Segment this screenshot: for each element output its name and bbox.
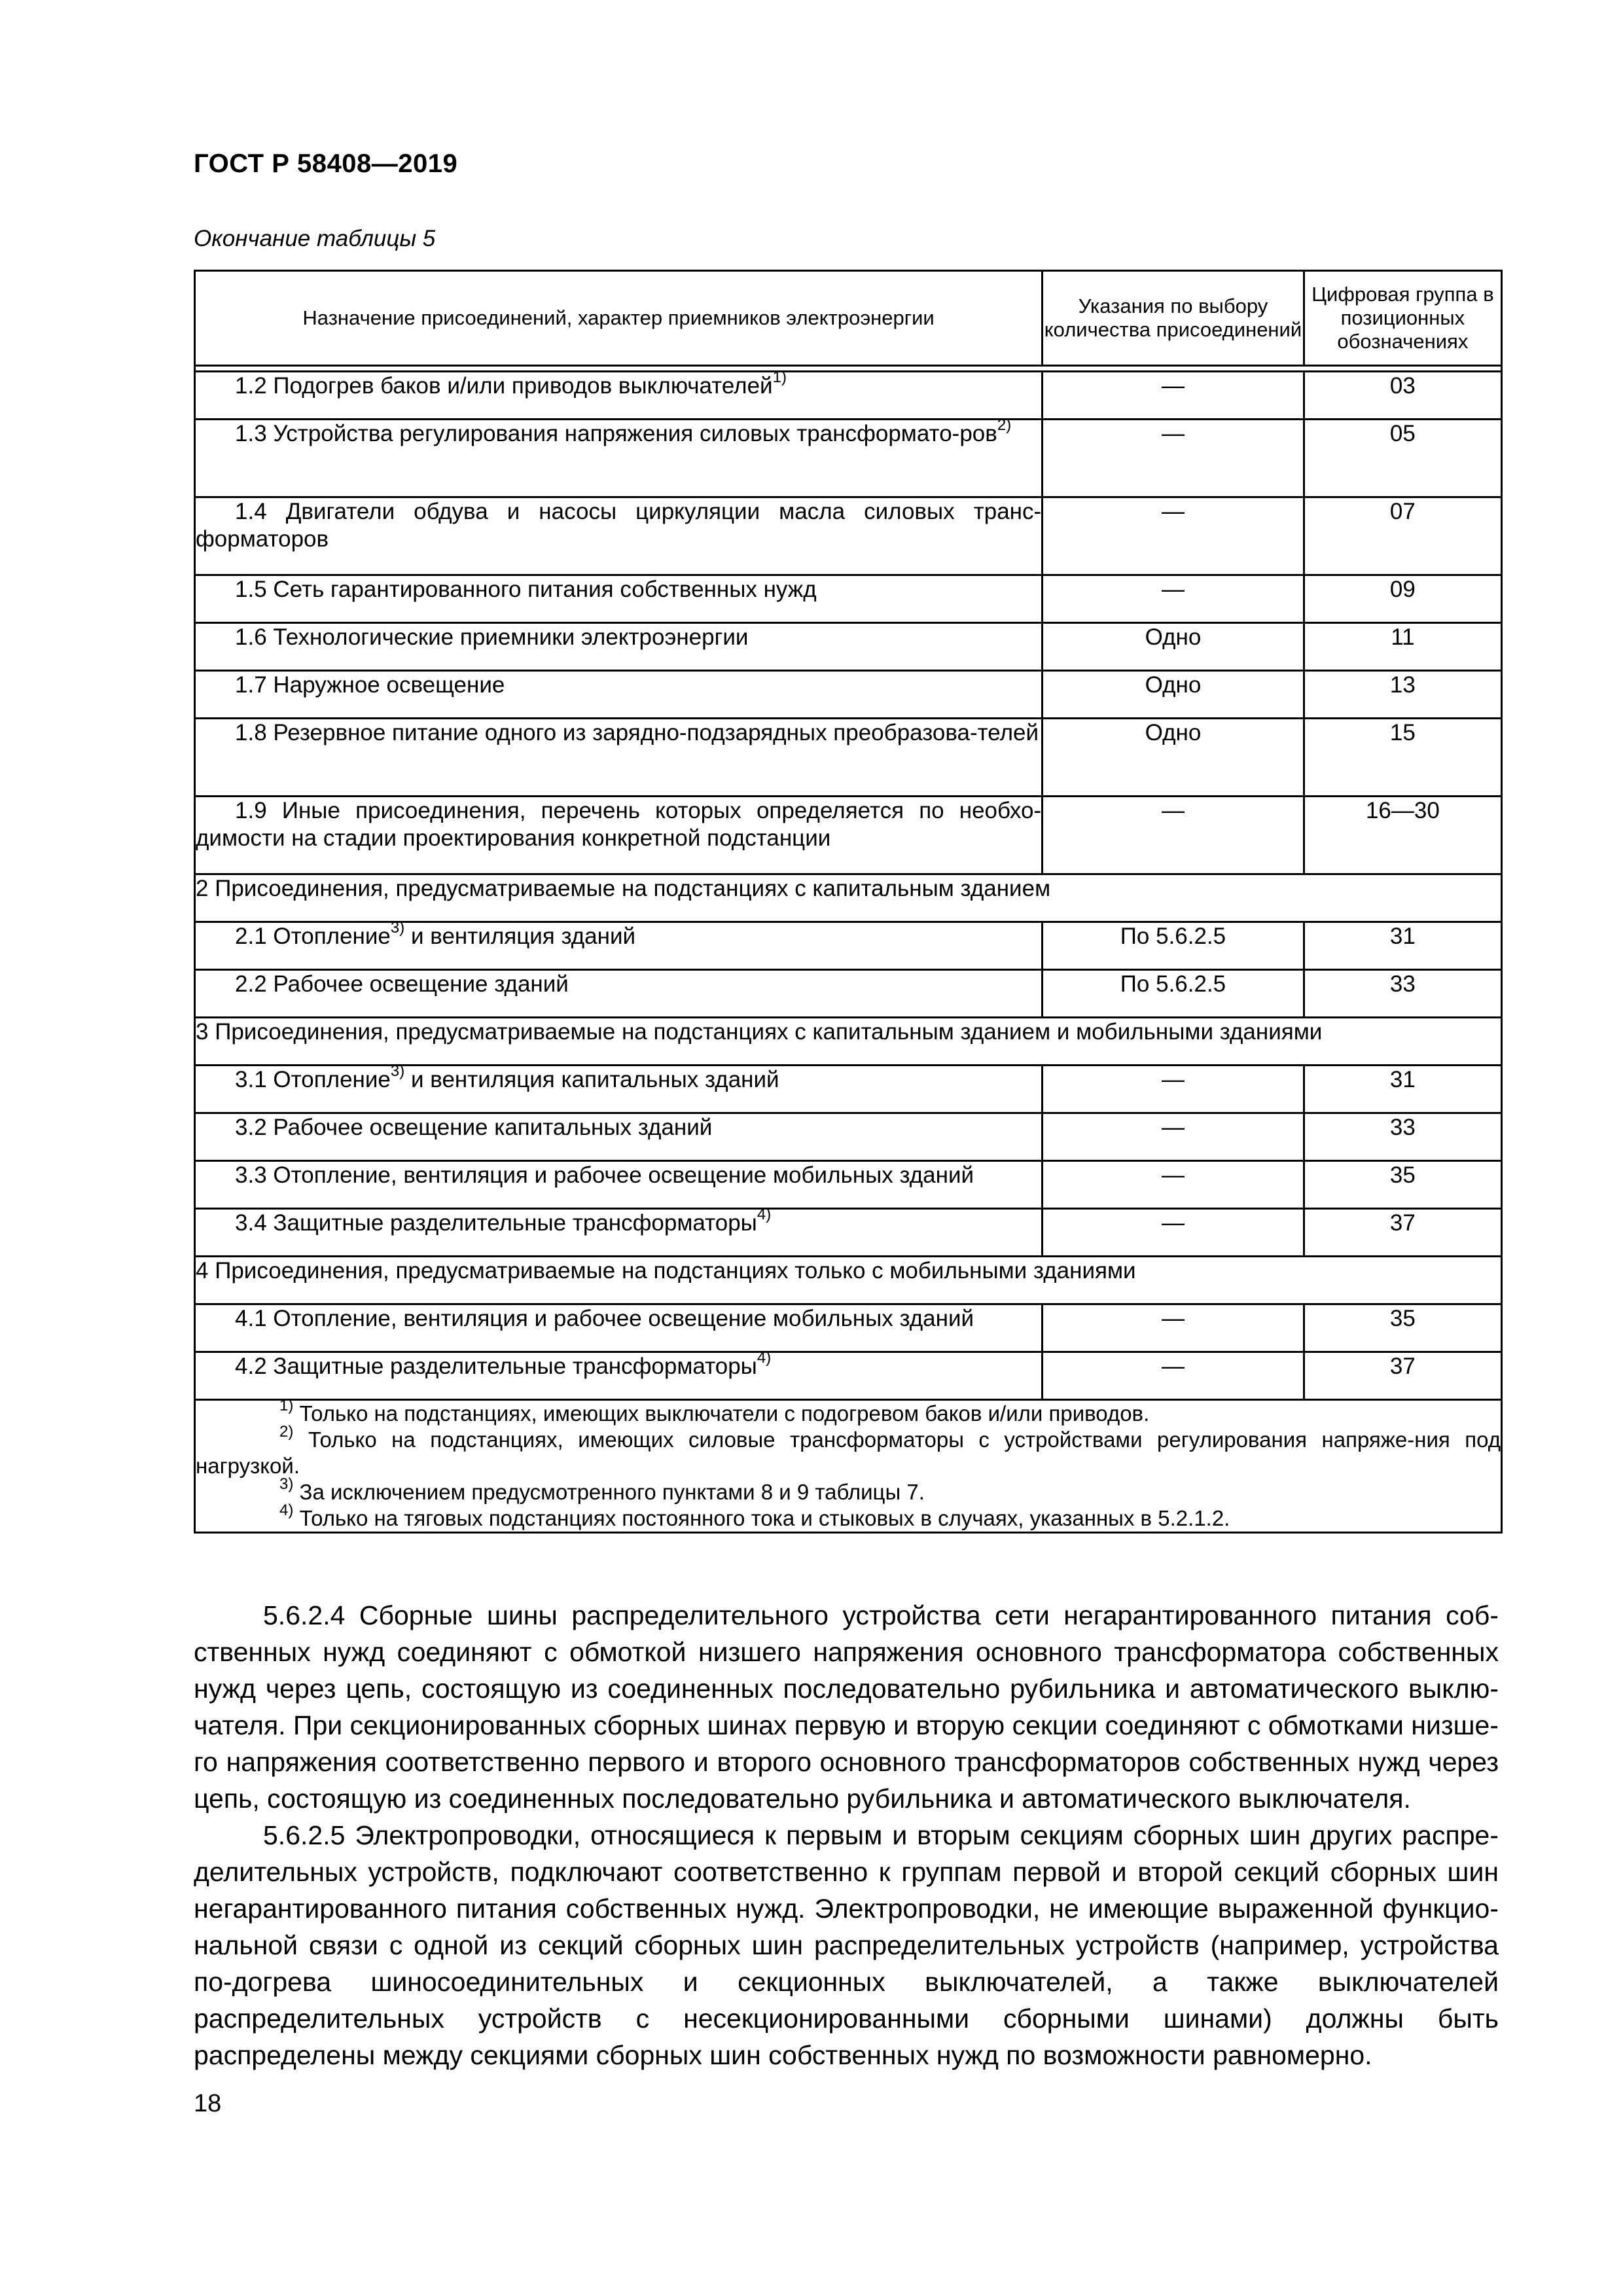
row-guidance: Одно: [1043, 623, 1304, 671]
table-row: [195, 1113, 1502, 1161]
row-guidance: —: [1043, 420, 1304, 497]
row-group: 37: [1304, 1209, 1501, 1257]
row-text-after: и вентиляция зданий: [404, 924, 636, 949]
note-text: Только на тяговых подстанциях постоянного тока и стыковых в случаях, указанных в 5.2.1.2.: [299, 1506, 1230, 1530]
table-notes-row: [195, 1400, 1502, 1533]
row-number: 1.4: [235, 499, 267, 524]
note-mark: 2): [279, 1423, 294, 1441]
footnote-mark: 3): [390, 1062, 405, 1081]
row-group: 13: [1304, 671, 1501, 719]
row-text: Рабочее освещение капитальных зданий: [273, 1115, 713, 1140]
note-text: Только на подстанциях, имеющих выключатели с подогревом баков и/или приводов.: [299, 1401, 1150, 1426]
row-number: 2.2: [235, 971, 267, 997]
row-number: 3.3: [235, 1162, 267, 1188]
row-guidance: —: [1043, 1304, 1304, 1352]
row-text: Отопление, вентиляция и рабочее освещение мобильных зданий: [273, 1162, 974, 1188]
footnote-mark: 4): [757, 1349, 772, 1367]
row-text: Отопление: [273, 924, 391, 949]
row-text: Сеть гарантированного питания собственных нужд: [273, 577, 817, 602]
row-group: 15: [1304, 719, 1501, 797]
table-row: [195, 1066, 1502, 1113]
row-group: 07: [1304, 497, 1501, 575]
row-number: 2.1: [235, 924, 267, 949]
paragraph-5-6-2-5: 5.6.2.5 Электропроводки, относящиеся к первым и вторым секциям сборных шин других распре-делительных устройств, подключают соответственно к группам первой и второй секций сборных шин негарантированного питания собственных нужд. Электропроводки, не имеющие выраженной функцио-нальной связи с одной из секций сборных шин распределительных устройств (например, устройства по-догрева шиносоединительных и секционных выключателей, а также выключателей распределительных устройств с несекционированными сборными шинами) должны быть распределены между секциями сборных шин собственных нужд по возможности равномерно.: [194, 1820, 1499, 2070]
table-row: [195, 1304, 1502, 1352]
row-guidance: —: [1043, 1066, 1304, 1113]
header-purpose: Назначение присоединений, характер приемников электроэнергии: [195, 271, 1043, 366]
table-note: [196, 1501, 1501, 1532]
row-text: Двигатели обдува и насосы циркуляции масла силовых транс-форматоров: [196, 499, 1042, 552]
table-notes: [195, 1397, 1502, 1533]
document-header: ГОСТ Р 58408—2019: [194, 149, 458, 178]
footnote-mark: 4): [757, 1206, 772, 1224]
page-number: 18: [194, 2090, 222, 2117]
row-group: 11: [1304, 623, 1501, 671]
row-group: 37: [1304, 1352, 1501, 1400]
table-header-row: [195, 271, 1502, 366]
note-text: Только на подстанциях, имеющих силовые трансформаторы с устройствами регулирования напряже-ния под нагрузкой.: [196, 1427, 1501, 1478]
row-guidance: —: [1043, 1209, 1304, 1257]
table-section-row: [195, 1018, 1502, 1066]
row-guidance: По 5.6.2.5: [1043, 970, 1304, 1018]
table-note: [196, 1423, 1501, 1479]
row-number: 4.2: [235, 1354, 267, 1379]
row-guidance: Одно: [1043, 671, 1304, 719]
table-row: [195, 623, 1502, 671]
table-note: [196, 1397, 1501, 1427]
table-row: [195, 719, 1502, 797]
table-row: [195, 922, 1502, 970]
row-text: Отопление: [273, 1067, 391, 1092]
row-number: 1.2: [235, 373, 267, 399]
row-group: 05: [1304, 420, 1501, 497]
footnote-mark: 3): [390, 919, 405, 937]
row-text: Отопление, вентиляция и рабочее освещение мобильных зданий: [273, 1306, 974, 1331]
header-digit-group: Цифровая группа в позиционных обозначениях: [1304, 271, 1501, 366]
row-guidance: —: [1043, 1161, 1304, 1209]
table-row: [195, 970, 1502, 1018]
table-section-row: [195, 1257, 1502, 1304]
footnote-mark: 2): [997, 416, 1012, 435]
table-section-row: [195, 874, 1502, 922]
row-group: 35: [1304, 1161, 1501, 1209]
row-number: 1.3: [235, 421, 267, 446]
section-title: 2 Присоединения, предусматриваемые на подстанциях с капитальным зданием: [195, 874, 1502, 922]
row-guidance: —: [1043, 797, 1304, 874]
row-number: 1.8: [235, 720, 267, 745]
row-text: Технологические приемники электроэнергии: [273, 624, 749, 650]
row-number: 4.1: [235, 1306, 267, 1331]
row-guidance: —: [1043, 497, 1304, 575]
row-group: 35: [1304, 1304, 1501, 1352]
note-text: За исключением предусмотренного пунктами 8 и 9 таблицы 7.: [299, 1480, 925, 1504]
table-row: [195, 575, 1502, 623]
row-guidance: По 5.6.2.5: [1043, 922, 1304, 970]
table-row: [195, 420, 1502, 497]
row-number: 1.6: [235, 624, 267, 650]
row-text: Рабочее освещение зданий: [273, 971, 569, 997]
row-text: Подогрев баков и/или приводов выключателей: [273, 373, 773, 399]
header-separator: [195, 366, 1502, 372]
table-row: [195, 797, 1502, 874]
row-number: 3.2: [235, 1115, 267, 1140]
table-note: [196, 1475, 1501, 1505]
row-number: 1.9: [235, 798, 267, 823]
section-title: 3 Присоединения, предусматриваемые на подстанциях с капитальным зданием и мобильными зданиями: [195, 1018, 1502, 1066]
row-guidance: —: [1043, 1352, 1304, 1400]
row-text: Защитные разделительные трансформаторы: [273, 1210, 757, 1236]
table-row: [195, 1352, 1502, 1400]
row-group: 03: [1304, 372, 1501, 420]
row-number: 1.5: [235, 577, 267, 602]
note-mark: 4): [279, 1501, 294, 1519]
header-guidance: Указания по выбору количества присоединений: [1043, 271, 1304, 366]
note-mark: 3): [279, 1475, 294, 1493]
table-row: [195, 497, 1502, 575]
table-row: [195, 671, 1502, 719]
paragraph-5-6-2-4: 5.6.2.4 Сборные шины распределительного устройства сети негарантированного питания соб-ственных нужд соединяют с обмоткой низшего напряжения основного трансформатора собственных нужд через цепь, состоящую из соединенных последовательно рубильника и автоматического выклю-чателя. При секционированных сборных шинах первую и вторую секции соединяют с обмотками низше-го напряжения соответственно первого и второго основного трансформаторов собственных нужд через цепь, состоящую из соединенных последовательно рубильника и автоматического выключателя.: [194, 1600, 1499, 1814]
row-text: Наружное освещение: [273, 672, 505, 698]
footnote-mark: 1): [772, 368, 787, 387]
row-group: 31: [1304, 922, 1501, 970]
row-number: 3.4: [235, 1210, 267, 1236]
row-text: Защитные разделительные трансформаторы: [273, 1354, 757, 1379]
row-group: 33: [1304, 1113, 1501, 1161]
row-text: Устройства регулирования напряжения силовых трансформато-ров: [273, 421, 997, 446]
section-title: 4 Присоединения, предусматриваемые на подстанциях только с мобильными зданиями: [195, 1257, 1502, 1304]
row-number: 3.1: [235, 1067, 267, 1092]
table-caption: Окончание таблицы 5: [194, 226, 436, 251]
table-row: [195, 1161, 1502, 1209]
row-guidance: —: [1043, 1113, 1304, 1161]
row-group: 16—30: [1304, 797, 1501, 874]
row-guidance: —: [1043, 372, 1304, 420]
row-group: 31: [1304, 1066, 1501, 1113]
row-text: Резервное питание одного из зарядно-подзарядных преобразова-телей: [273, 720, 1039, 745]
note-mark: 1): [279, 1397, 294, 1414]
table-5: [194, 270, 1503, 1534]
row-text: Иные присоединения, перечень которых определяется по необхо-димости на стадии проектирования конкретной подстанции: [196, 798, 1042, 851]
row-text-after: и вентиляция капитальных зданий: [404, 1067, 779, 1092]
row-guidance: —: [1043, 575, 1304, 623]
row-group: 33: [1304, 970, 1501, 1018]
row-group: 09: [1304, 575, 1501, 623]
table-row: [195, 372, 1502, 420]
body-text: [194, 1597, 1499, 2073]
table-row: [195, 1209, 1502, 1257]
row-guidance: Одно: [1043, 719, 1304, 797]
row-number: 1.7: [235, 672, 267, 698]
